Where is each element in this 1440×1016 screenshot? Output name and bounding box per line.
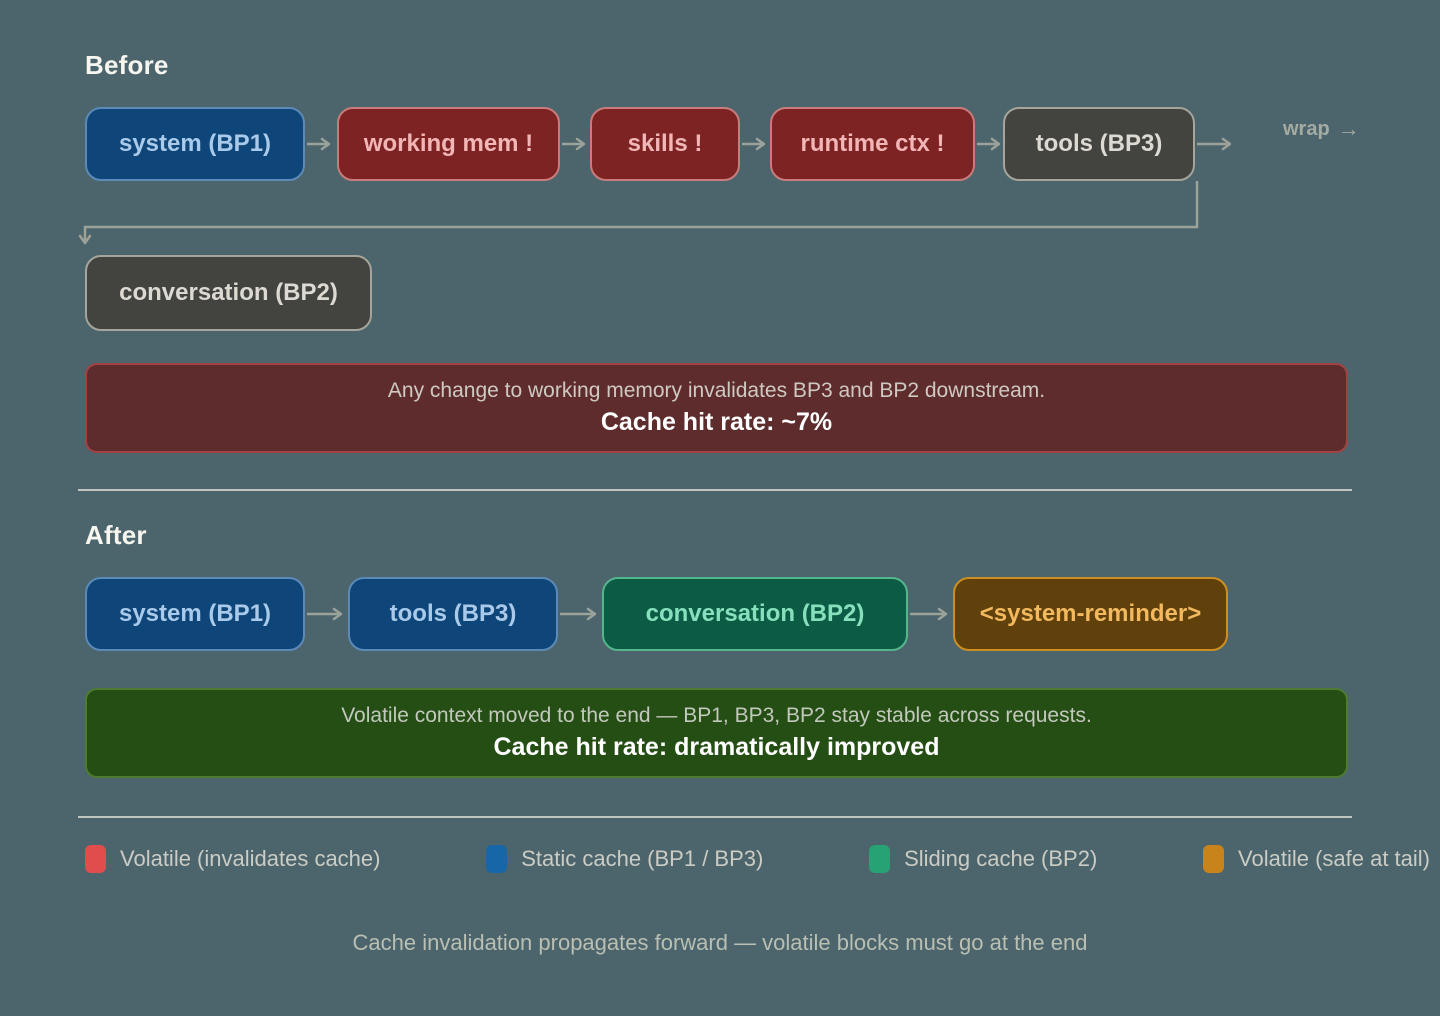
block-label: tools (BP3) bbox=[389, 600, 517, 627]
block-before-conversation-bp2 bbox=[85, 255, 372, 331]
banner-cache-hit-rate: Cache hit rate: ~7% bbox=[600, 408, 833, 436]
block-after-tools-bp3 bbox=[348, 577, 558, 651]
banner-description: Any change to working memory invalidates BP3 and BP2 downstream. bbox=[387, 379, 1046, 402]
banner-description: Volatile context moved to the end — BP1, BP3, BP2 stay stable across requests. bbox=[341, 704, 1092, 727]
wrap-arrow-icon: → bbox=[1337, 116, 1360, 141]
block-label: tools (BP3) bbox=[1035, 130, 1163, 157]
after-heading: After bbox=[85, 520, 147, 550]
block-label: system (BP1) bbox=[118, 600, 272, 627]
block-label: system (BP1) bbox=[118, 130, 272, 157]
legend-item-volatile-tail bbox=[1203, 845, 1430, 873]
legend bbox=[85, 845, 1430, 873]
wrap-connector-icon bbox=[85, 181, 1197, 243]
block-label: working mem ! bbox=[363, 130, 534, 157]
block-label: conversation (BP2) bbox=[119, 279, 338, 306]
after-result-banner bbox=[85, 688, 1348, 778]
footer-caption: Cache invalidation propagates forward — volatile blocks must go at the end bbox=[352, 930, 1088, 955]
block-before-working-mem bbox=[337, 107, 560, 181]
legend-item-volatile bbox=[85, 845, 380, 873]
section-divider-bottom bbox=[78, 816, 1352, 818]
volatile-tail-swatch-icon bbox=[1203, 845, 1224, 873]
block-after-system-bp1 bbox=[85, 577, 305, 651]
block-label: skills ! bbox=[627, 130, 703, 157]
legend-label: Sliding cache (BP2) bbox=[904, 846, 1098, 871]
legend-label: Volatile (safe at tail) bbox=[1238, 846, 1430, 871]
block-before-tools-bp3 bbox=[1003, 107, 1195, 181]
legend-label: Volatile (invalidates cache) bbox=[120, 846, 381, 871]
block-label: conversation (BP2) bbox=[645, 600, 865, 627]
legend-label: Static cache (BP1 / BP3) bbox=[521, 846, 764, 871]
banner-cache-hit-rate: Cache hit rate: dramatically improved bbox=[493, 733, 940, 761]
wrap-indicator bbox=[1283, 116, 1360, 142]
static-cache-swatch-icon bbox=[486, 845, 507, 873]
block-before-runtime-ctx bbox=[770, 107, 975, 181]
block-before-skills bbox=[590, 107, 740, 181]
before-result-banner bbox=[85, 363, 1348, 453]
block-label: runtime ctx ! bbox=[800, 130, 945, 157]
before-heading: Before bbox=[85, 50, 169, 80]
block-after-conversation-bp2 bbox=[602, 577, 908, 651]
wrap-label: wrap bbox=[1283, 117, 1330, 140]
sliding-cache-swatch-icon bbox=[869, 845, 890, 873]
block-before-system-bp1 bbox=[85, 107, 305, 181]
legend-item-sliding-cache bbox=[869, 845, 1097, 873]
volatile-swatch-icon bbox=[85, 845, 106, 873]
block-after-system-reminder bbox=[953, 577, 1228, 651]
block-label: <system-reminder> bbox=[979, 600, 1202, 627]
section-divider-top bbox=[78, 489, 1352, 491]
legend-item-static-cache bbox=[486, 845, 763, 873]
